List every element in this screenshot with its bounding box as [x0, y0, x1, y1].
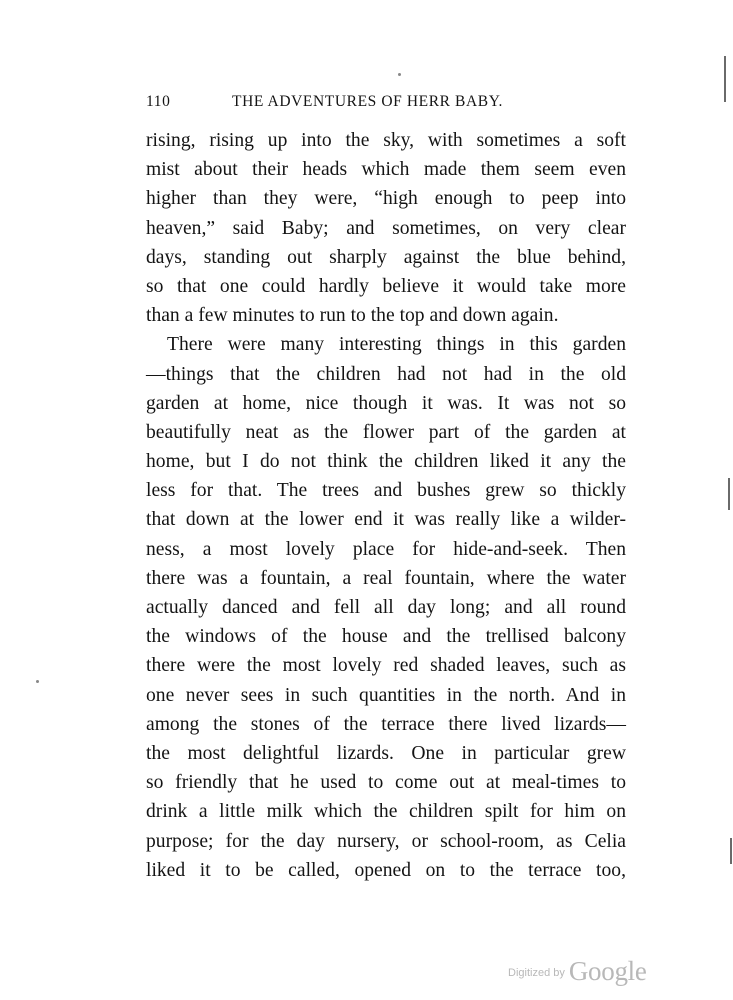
text-line: there was a fountain, a real fountain, where the water: [146, 567, 626, 589]
text-line: days, standing out sharply against the blue behind,: [146, 246, 626, 268]
text-line: rising, rising up into the sky, with sometimes a soft: [146, 130, 626, 151]
text-line: so that one could hardly believe it would take more: [146, 275, 626, 297]
margin-scan-mark: [728, 478, 730, 510]
text-line: among the stones of the terrace there lived lizards—: [146, 713, 626, 735]
scan-speck: [36, 680, 39, 683]
text-line: higher than they were, “high enough to peep into: [146, 188, 626, 210]
text-line: home, but I do not think the children liked it any the: [146, 451, 626, 473]
text-line: one never sees in such quantities in the north. And in: [146, 684, 626, 706]
google-logo: Google: [568, 956, 647, 986]
text-line: drink a little milk which the children spilt for him on: [146, 801, 626, 823]
paragraph-end-line: than a few minutes to run to the top and down again.: [146, 305, 559, 327]
text-line: mist about their heads which made them seem even: [146, 159, 626, 181]
text-line: ness, a most lovely place for hide-and-seek. Then: [146, 538, 626, 560]
running-title: THE ADVENTURES OF HERR BABY.: [232, 93, 503, 110]
scan-speck: [398, 73, 401, 76]
text-line: the windows of the house and the trellised balcony: [146, 626, 626, 648]
text-line: less for that. The trees and bushes grew so thickly: [146, 480, 626, 502]
text-line: there were the most lovely red shaded leaves, such as: [146, 655, 626, 677]
body-text: [146, 126, 626, 885]
text-line: beautifully neat as the flower part of the garden at: [146, 421, 626, 443]
google-watermark: [508, 956, 647, 986]
text-line: liked it to be called, opened on to the terrace too,: [146, 859, 626, 881]
text-line: that down at the lower end it was really like a wilder-: [146, 509, 626, 531]
running-head: [146, 93, 586, 115]
margin-scan-mark: [730, 838, 732, 864]
text-line: the most delightful lizards. One in particular grew: [146, 742, 626, 764]
text-line: actually danced and fell all day long; and all round: [146, 597, 626, 618]
text-line: purpose; for the day nursery, or school-room, as Celia: [146, 830, 626, 852]
paragraph-start-line: There were many interesting things in this garden: [167, 334, 626, 356]
digitized-by-text: Digitized by: [508, 967, 565, 979]
margin-scan-mark: [724, 56, 726, 102]
page-number: 110: [146, 93, 171, 110]
text-line: heaven,” said Baby; and sometimes, on very clear: [146, 217, 626, 239]
text-line: —things that the children had not had in the old: [146, 363, 626, 385]
text-line: so friendly that he used to come out at meal-times to: [146, 772, 626, 794]
text-line: garden at home, nice though it was. It was not so: [146, 392, 626, 414]
